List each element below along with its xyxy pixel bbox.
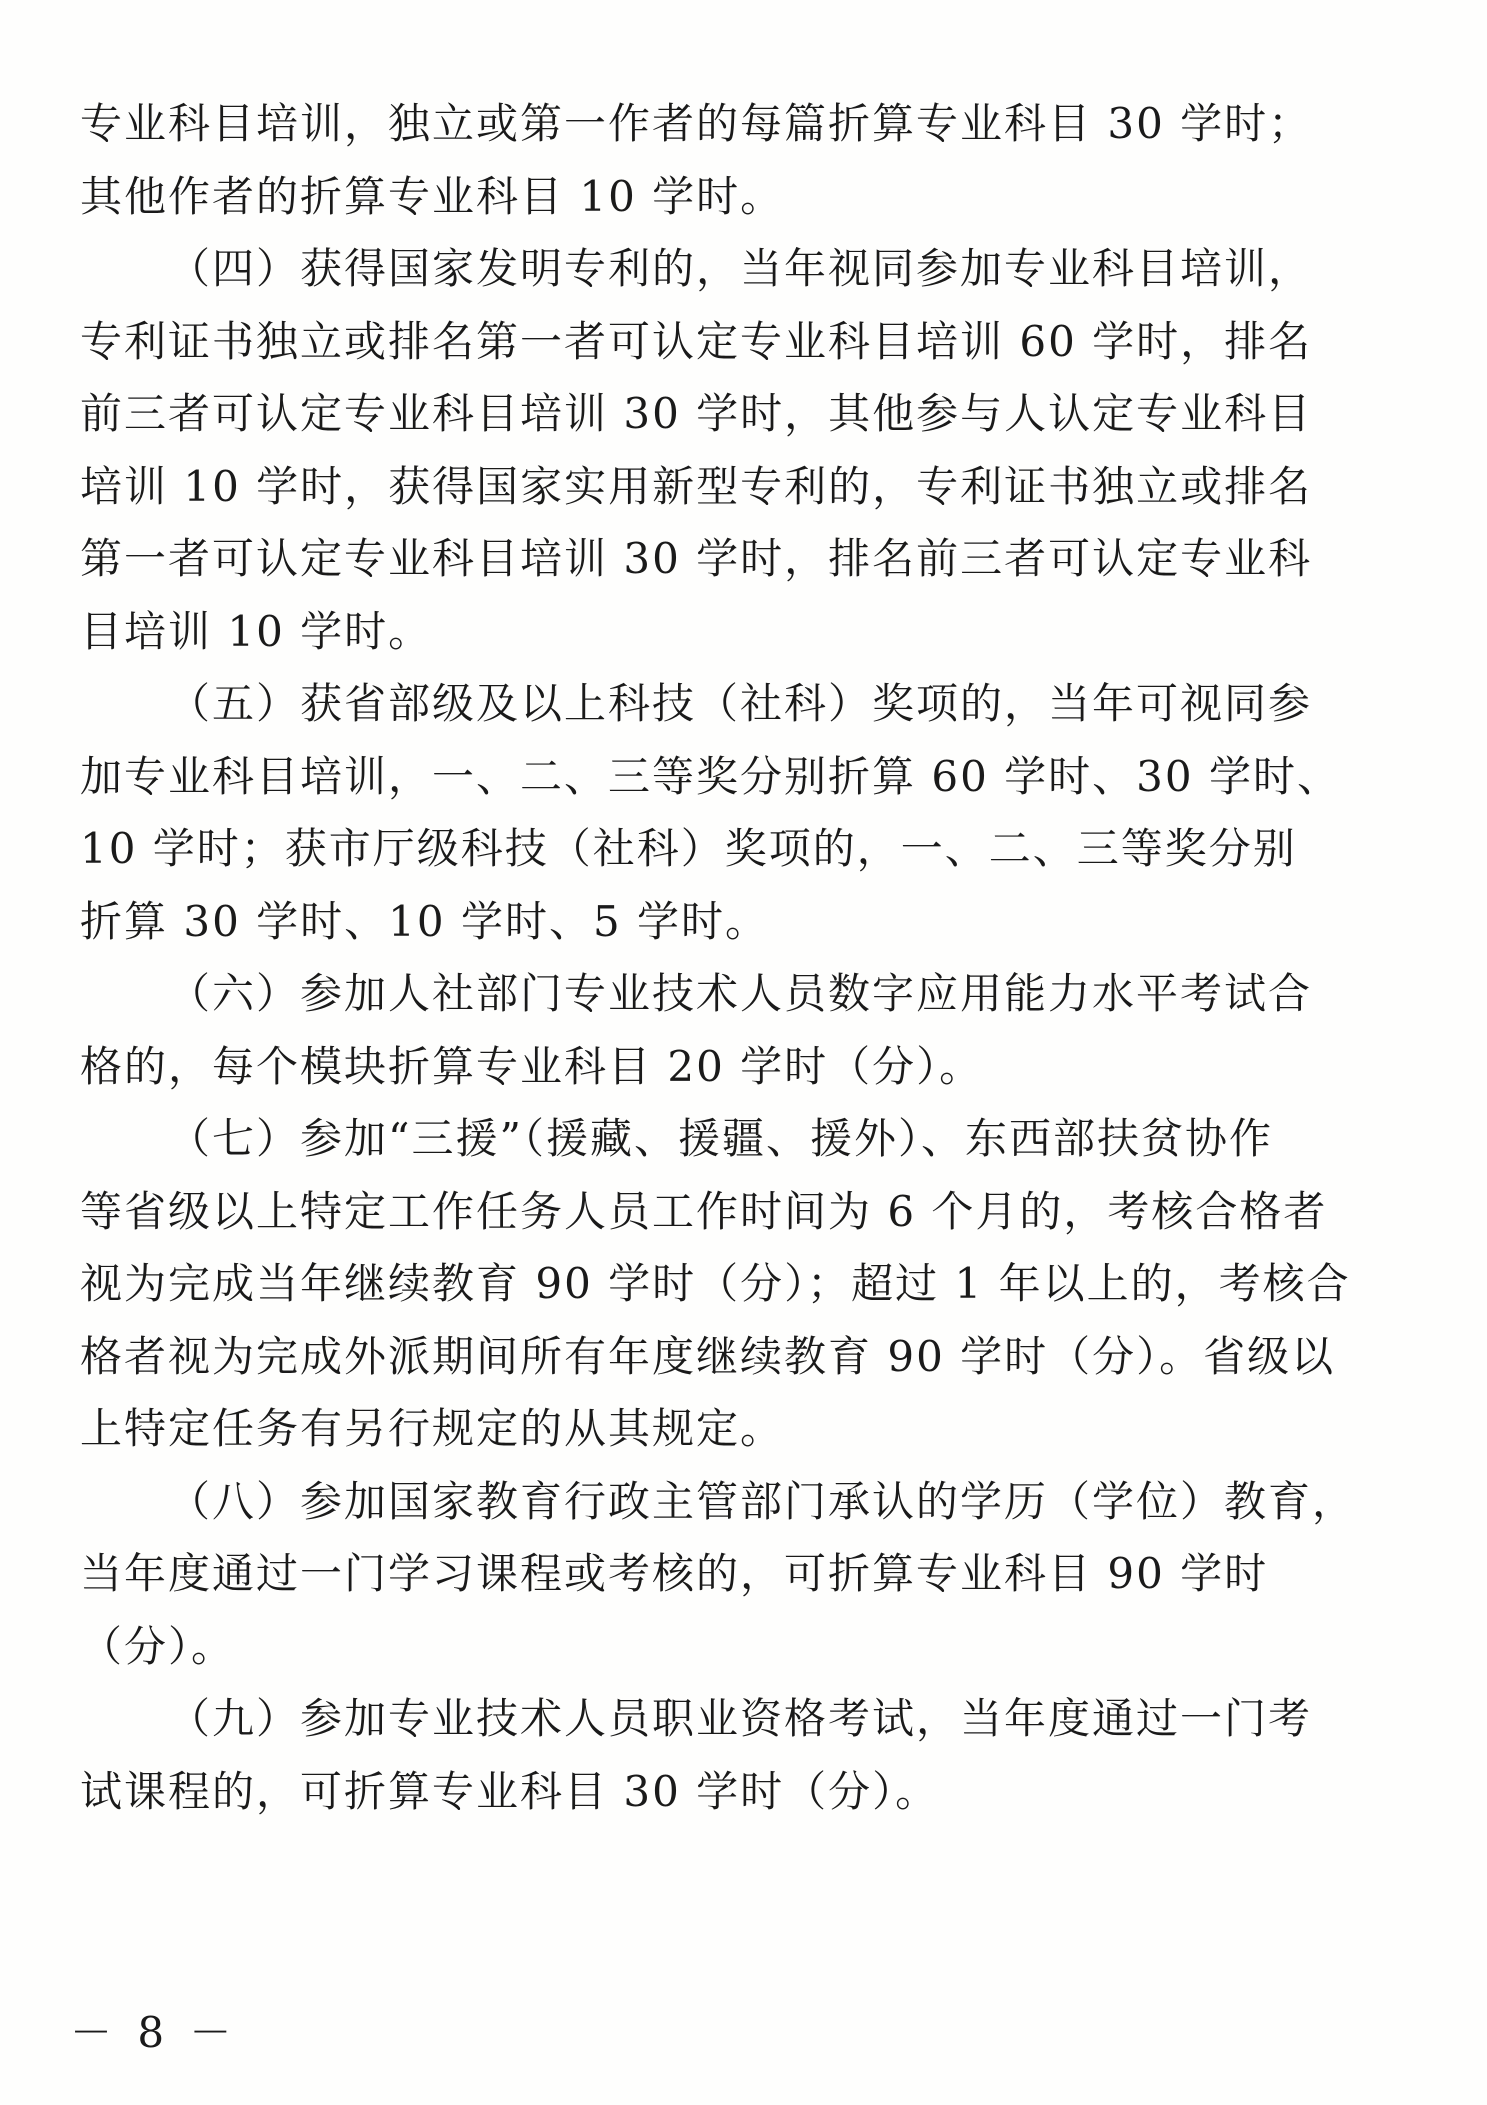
- text-line: 第一者可认定专业科目培训 30 学时，排名前三者可认定专业科: [80, 534, 1313, 583]
- text-line: 视为完成当年继续教育 90 学时（分）；超过 1 年以上的，考核合: [80, 1259, 1351, 1308]
- text-line: （四）获得国家发明专利的，当年视同参加专业科目培训，: [168, 244, 1313, 293]
- text-line: （六）参加人社部门专业技术人员数字应用能力水平考试合: [168, 969, 1313, 1018]
- text-line: （分）。: [80, 1621, 236, 1671]
- text-line: 专利证书独立或排名第一者可认定专业科目培训 60 学时，排名: [80, 316, 1313, 366]
- paragraph-item-5-awards: [80, 668, 1380, 958]
- text-line: 培训 10 学时，获得国家实用新型专利的，专利证书独立或排名: [80, 461, 1313, 511]
- paragraph-item-9-qualification-exam: [80, 1683, 1380, 1828]
- text-line: 格者视为完成外派期间所有年度继续教育 90 学时（分）。省级以: [80, 1331, 1336, 1381]
- paragraph-item-4-patents: [80, 233, 1380, 668]
- page-number: － 8 －: [70, 2008, 238, 2057]
- text-line: 格的，每个模块折算专业科目 20 学时（分）。: [80, 1041, 984, 1091]
- text-line: 目培训 10 学时。: [80, 606, 433, 656]
- text-line: 试课程的，可折算专业科目 30 学时（分）。: [80, 1766, 940, 1816]
- text-line: 当年度通过一门学习课程或考核的，可折算专业科目 90 学时: [80, 1549, 1269, 1598]
- text-line: 折算 30 学时、10 学时、5 学时。: [80, 896, 770, 946]
- text-line: （五）获省部级及以上科技（社科）奖项的，当年可视同参: [168, 679, 1313, 728]
- text-line: 上特定任务有另行规定的从其规定。: [80, 1404, 785, 1453]
- text-line: （九）参加专业技术人员职业资格考试，当年度通过一门考: [168, 1694, 1313, 1743]
- text-line: 等省级以上特定工作任务人员工作时间为 6 个月的，考核合格者: [80, 1186, 1328, 1236]
- text-line: 其他作者的折算专业科目 10 学时。: [80, 171, 785, 221]
- text-line: 10 学时；获市厅级科技（社科）奖项的，一、二、三等奖分别: [80, 824, 1297, 873]
- paragraph-item-6-digital-exam: [80, 958, 1380, 1103]
- text-line: （七）参加“三援”（援藏、援疆、援外）、东西部扶贫协作: [168, 1114, 1273, 1163]
- paragraph-item-7-special-tasks: [80, 1103, 1380, 1466]
- paragraph-item-8-degree-education: [80, 1466, 1380, 1684]
- text-line: 前三者可认定专业科目培训 30 学时，其他参与人认定专业科目: [80, 389, 1313, 438]
- text-line: 专业科目培训，独立或第一作者的每篇折算专业科目 30 学时；: [80, 99, 1313, 148]
- paragraph-continued-authors: [80, 88, 1380, 233]
- document-body: [80, 88, 1380, 1828]
- text-line: 加专业科目培训，一、二、三等奖分别折算 60 学时、30 学时、: [80, 751, 1341, 801]
- text-line: （八）参加国家教育行政主管部门承认的学历（学位）教育，: [168, 1476, 1357, 1526]
